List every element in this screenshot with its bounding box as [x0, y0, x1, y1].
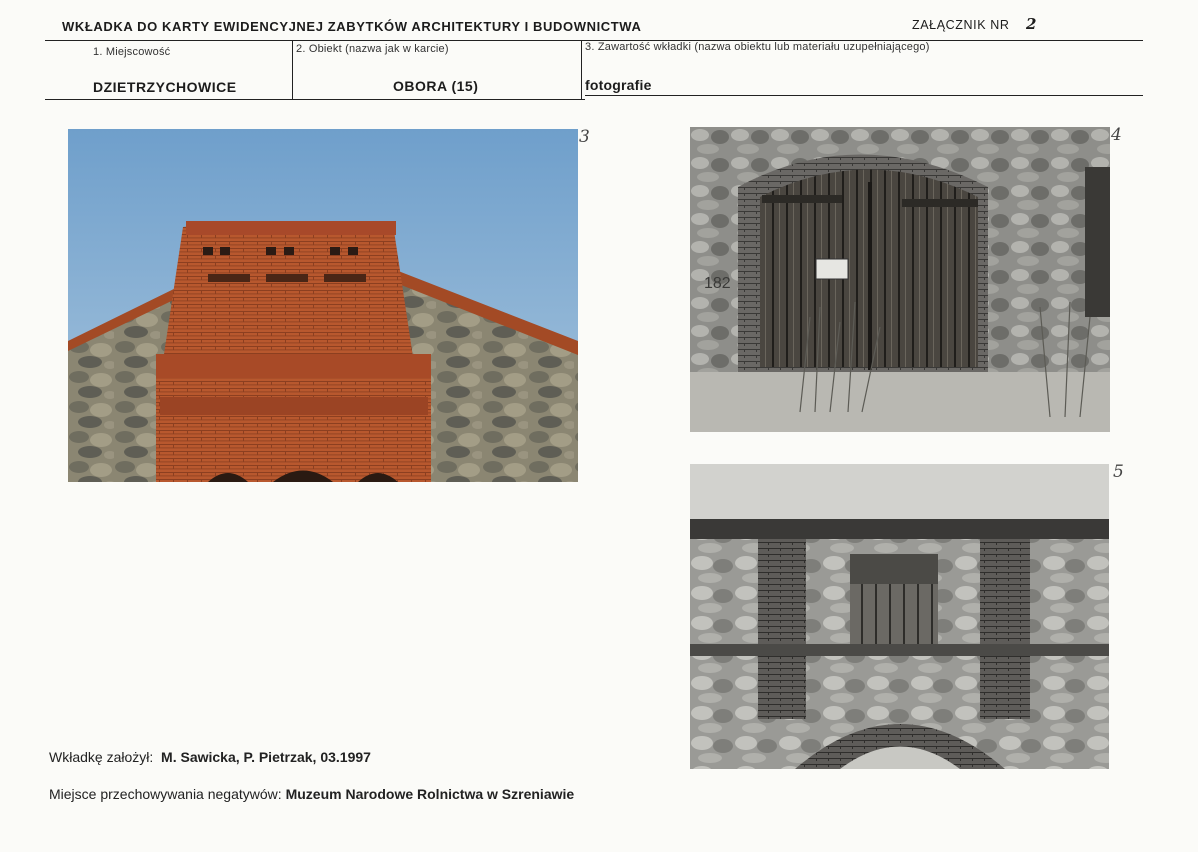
- field-divider-1: [292, 40, 293, 100]
- photo-number-5: 5: [1113, 462, 1124, 482]
- content-label: 3. Zawartość wkładki (nazwa obiektu lub materiału uzupełniającego): [585, 41, 930, 53]
- object-label: 2. Obiekt (nazwa jak w karcie): [296, 43, 449, 55]
- annex-label: ZAŁĄCZNIK NR: [912, 18, 1010, 32]
- locality-value: DZIETRZYCHOWICE: [93, 79, 237, 95]
- field-divider-2: [581, 40, 582, 100]
- content-value: fotografie: [585, 77, 652, 93]
- header-bottom-rule-right: [585, 95, 1143, 96]
- created-by-label: Wkładkę założył:: [49, 749, 154, 765]
- photo-gable: [68, 129, 578, 482]
- object-value: OBORA (15): [393, 78, 479, 94]
- gate-plate-number: 182: [704, 275, 731, 292]
- photo-number-4: 4: [1111, 125, 1122, 145]
- photo-number-3: 3: [579, 127, 590, 147]
- created-by-value: M. Sawicka, P. Pietrzak, 03.1997: [161, 749, 371, 765]
- negatives-storage-label: Miejsce przechowywania negatywów:: [49, 786, 282, 802]
- locality-label: 1. Miejscowość: [93, 46, 171, 58]
- photo-eaves: [690, 464, 1109, 769]
- negatives-storage-line: [49, 786, 574, 802]
- photo-gate: [690, 127, 1110, 432]
- negatives-storage-value: Muzeum Narodowe Rolnictwa w Szreniawie: [285, 786, 575, 802]
- annex-number: 2: [1026, 15, 1037, 33]
- header-bottom-rule-left: [45, 99, 585, 100]
- form-title: WKŁADKA DO KARTY EWIDENCYJNEJ ZABYTKÓW ARCHITEKTURY I BUDOWNICTWA: [62, 19, 642, 34]
- created-by-line: [49, 749, 371, 765]
